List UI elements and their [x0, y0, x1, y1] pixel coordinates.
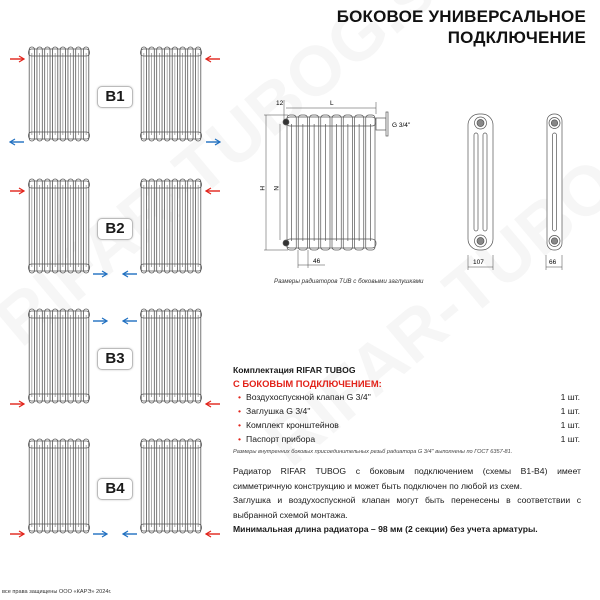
kit-item	[238, 434, 580, 444]
radiator-icon	[140, 46, 202, 147]
title-line-1: БОКОВОЕ УНИВЕРСАЛЬНОЕ	[336, 7, 586, 26]
kit-item-name: Комплект кронштейнов	[246, 420, 339, 430]
dim-107: 107	[473, 259, 484, 266]
dim-length: L	[330, 100, 334, 107]
return-arrow-icon	[205, 133, 221, 141]
dim-height: H	[258, 186, 265, 191]
thread-note: Размеры внутренних боковых присоединительных резьб радиатора G 3/4'' выполнены по ГОСТ 6357-81.	[233, 449, 513, 455]
return-arrow-icon	[92, 312, 108, 320]
return-arrow-icon	[92, 265, 108, 273]
radiator-icon	[140, 308, 202, 409]
bullet-icon: •	[238, 420, 242, 430]
supply-arrow-icon	[205, 50, 221, 58]
kit-subtitle: С БОКОВЫМ ПОДКЛЮЧЕНИЕМ:	[233, 378, 382, 389]
scheme-label: B1	[97, 86, 133, 108]
page-title	[337, 6, 586, 48]
kit-item	[238, 420, 580, 430]
radiator-side-view-66	[547, 114, 562, 250]
kit-item-qty: 1 шт.	[560, 406, 580, 416]
kit-item-qty: 1 шт.	[560, 420, 580, 430]
return-arrow-icon	[122, 525, 138, 533]
kit-item-name: Воздухоспускной клапан G 3/4''	[246, 392, 371, 402]
drawing-caption: Размеры радиаторов TUB с боковыми заглушками	[274, 278, 424, 285]
return-arrow-icon	[122, 265, 138, 273]
description-paragraph-1: Радиатор RIFAR TUBOG с боковым подключением (схемы B1-B4) имеет симметричную конструкцию и может быть подключен по любой из схем.	[233, 466, 581, 491]
kit-item-name: Заглушка G 3/4''	[246, 406, 311, 416]
bullet-icon: •	[238, 406, 242, 416]
supply-arrow-icon	[9, 182, 25, 190]
bullet-icon: •	[238, 392, 242, 402]
radiator-icon	[140, 178, 202, 279]
supply-arrow-icon	[9, 395, 25, 403]
return-arrow-icon	[9, 133, 25, 141]
radiator-front-view	[283, 115, 376, 250]
return-arrow-icon	[92, 525, 108, 533]
radiator-icon	[140, 438, 202, 539]
return-arrow-icon	[122, 312, 138, 320]
radiator-icon	[28, 438, 90, 539]
dimension-drawing	[250, 90, 600, 275]
radiator-icon	[28, 178, 90, 279]
kit-item-name: Паспорт прибора	[246, 434, 316, 444]
supply-arrow-icon	[9, 525, 25, 533]
scheme-label: B3	[97, 348, 133, 370]
radiator-icon	[28, 46, 90, 147]
description-min-length: Минимальная длина радиатора – 98 мм (2 секции) без учета арматуры.	[233, 524, 538, 534]
dim-46: 46	[313, 258, 321, 265]
kit-item	[238, 406, 580, 416]
dim-thread: G 3/4''	[392, 122, 411, 129]
description-paragraph-2: Заглушка и воздухоспускной клапан могут быть перенесены в соответствии с выбранной схемой монтажа.	[233, 495, 581, 520]
supply-arrow-icon	[9, 50, 25, 58]
dimension-lines	[264, 100, 562, 270]
supply-arrow-icon	[205, 525, 221, 533]
title-line-2: ПОДКЛЮЧЕНИЕ	[447, 28, 586, 47]
dim-12: 12	[276, 100, 284, 107]
kit-item-qty: 1 шт.	[560, 434, 580, 444]
bullet-icon: •	[238, 434, 242, 444]
supply-arrow-icon	[205, 395, 221, 403]
copyright-footer: все права защищены ООО «КАРЭ» 2024г.	[2, 589, 112, 595]
scheme-label: B2	[97, 218, 133, 240]
kit-item-qty: 1 шт.	[560, 392, 580, 402]
kit-title: Комплектация RIFAR TUBOG	[233, 365, 356, 375]
supply-arrow-icon	[205, 182, 221, 190]
kit-item	[238, 392, 580, 402]
thread-fitting	[376, 112, 388, 136]
radiator-icon	[28, 308, 90, 409]
dim-axis-distance: N	[272, 186, 279, 191]
radiator-side-view-107	[468, 114, 493, 250]
dim-66: 66	[549, 259, 557, 266]
scheme-label: B4	[97, 478, 133, 500]
